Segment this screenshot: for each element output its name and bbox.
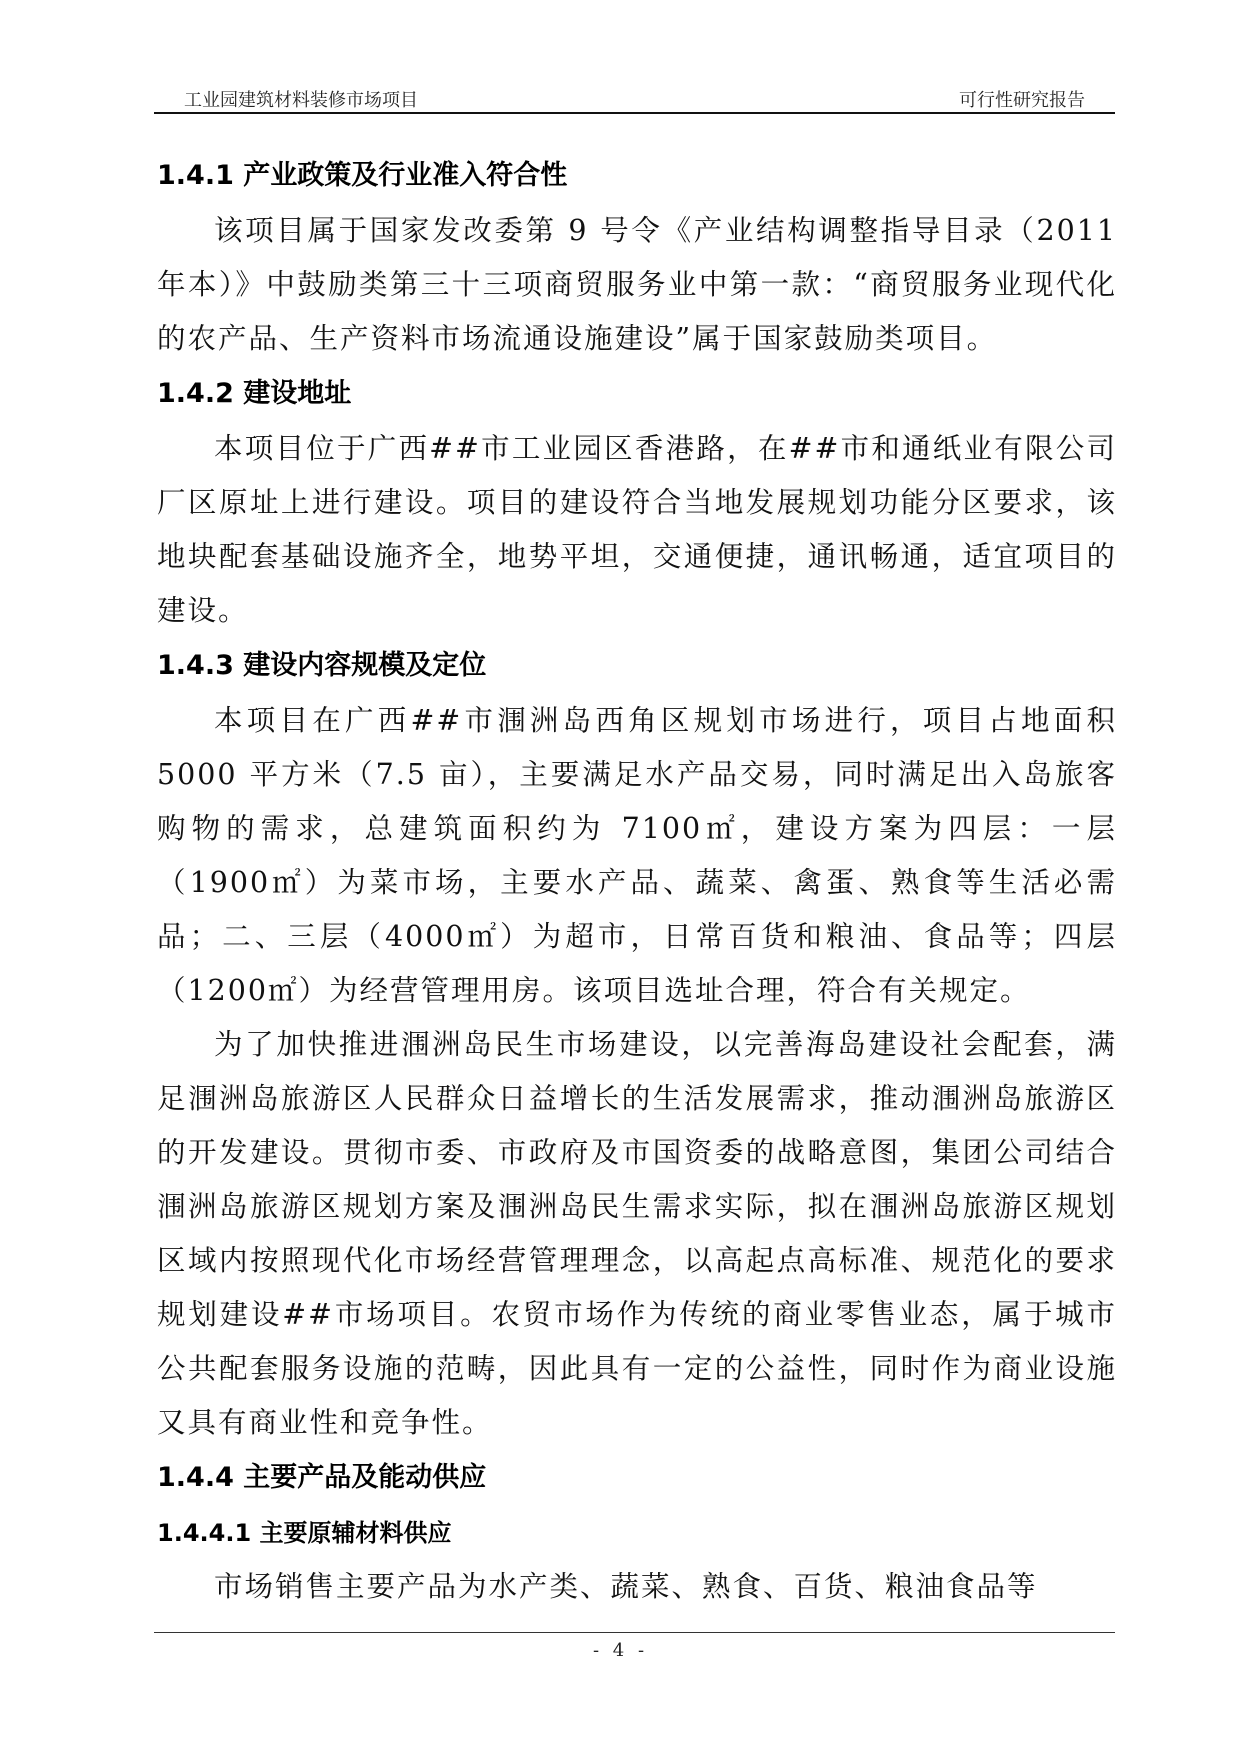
section-1-4-3-heading: 1.4.3 建设内容规模及定位 bbox=[157, 650, 487, 681]
section-1-4-4-1-paragraph: 市场销售主要产品为水产类、蔬菜、熟食、百货、粮油食品等 bbox=[214, 1570, 1038, 1603]
page-header bbox=[154, 82, 1115, 112]
page-number: - 4 - bbox=[592, 1640, 649, 1661]
section-1-4-4-heading: 1.4.4 主要产品及能动供应 bbox=[157, 1462, 487, 1493]
header-rule bbox=[154, 112, 1115, 114]
section-1-4-3-paragraph-2: 为了加快推进涠洲岛民生市场建设，以完善海岛建设社会配套，满足涠洲岛旅游区人民群众日益增长的生活发展需求，推动涠洲岛旅游区的开发建设。贯彻市委、市政府及市国资委的战略意图，集团公司结合涠洲岛旅游区规划方案及涠洲岛民生需求实际，拟在涠洲岛旅游区规划区域内按照现代化市场经营管理理念，以高起点高标准、规范化的要求规划建设##市场项目。农贸市场作为传统的商业零售业态，属于城市公共配套服务设施的范畴，因此具有一定的公益性，同时作为商业设施又具有商业性和竞争性。 bbox=[157, 1028, 1117, 1439]
header-left-title: 工业园建筑材料装修市场项目 bbox=[184, 90, 418, 111]
section-1-4-2-heading: 1.4.2 建设地址 bbox=[157, 378, 352, 409]
footer-rule bbox=[154, 1632, 1115, 1633]
section-1-4-1-paragraph: 该项目属于国家发改委第 9 号令《产业结构调整指导目录（2011 年本）》中鼓励类第三十三项商贸服务业中第一款：“商贸服务业现代化的农产品、生产资料市场流通设施建设”属于国家鼓励类项目。 bbox=[157, 214, 1117, 355]
header-right-title: 可行性研究报告 bbox=[959, 90, 1085, 111]
document-body bbox=[157, 148, 1117, 1614]
section-1-4-1-heading: 1.4.1 产业政策及行业准入符合性 bbox=[157, 160, 568, 191]
section-1-4-2-paragraph: 本项目位于广西##市工业园区香港路，在##市和通纸业有限公司厂区原址上进行建设。项目的建设符合当地发展规划功能分区要求，该地块配套基础设施齐全，地势平坦，交通便捷，通讯畅通，适宜项目的建设。 bbox=[157, 432, 1117, 627]
section-1-4-4-1-heading: 1.4.4.1 主要原辅材料供应 bbox=[157, 1519, 452, 1547]
section-1-4-3-paragraph-1: 本项目在广西##市涠洲岛西角区规划市场进行，项目占地面积 5000 平方米（7.5 亩），主要满足水产品交易，同时满足出入岛旅客购物的需求，总建筑面积约为 7100㎡，建设方案为四层：一层（1900㎡）为菜市场，主要水产品、蔬菜、禽蛋、熟食等生活必需品；二、三层（4000㎡）为超市，日常百货和粮油、食品等；四层（1200㎡）为经营管理用房。该项目选址合理，符合有关规定。 bbox=[157, 704, 1117, 1007]
